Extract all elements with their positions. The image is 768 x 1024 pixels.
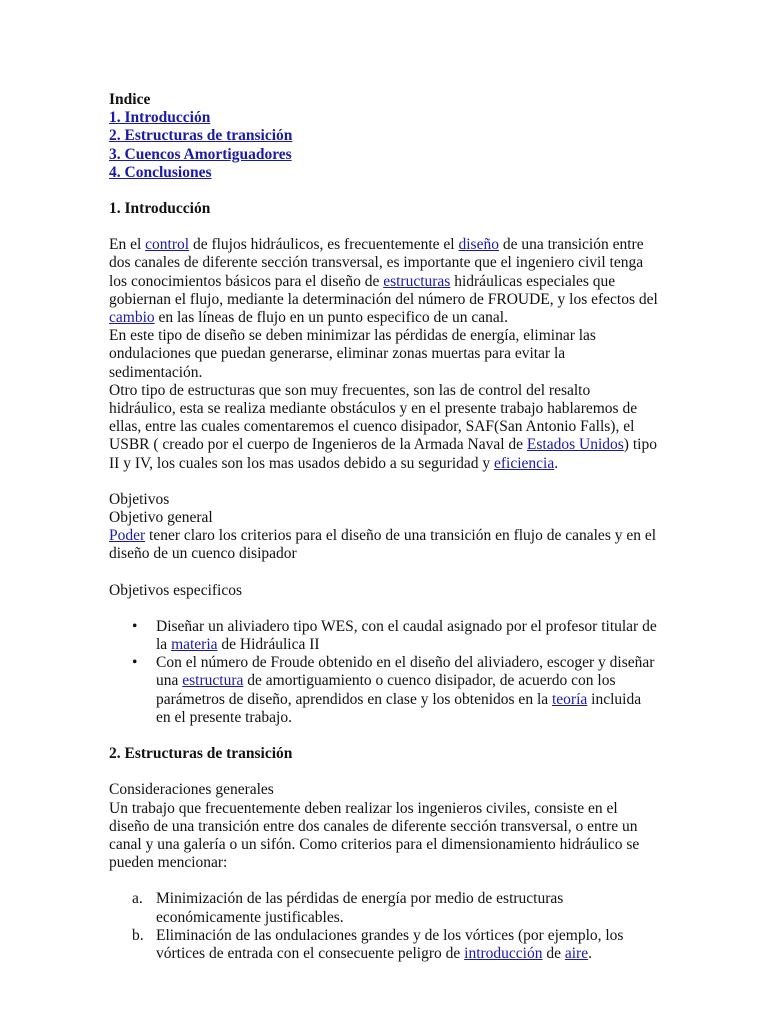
list-item: • Diseñar un aliviadero tipo WES, con el caudal asignado por el profesor titular de la materia de Hidráulica II xyxy=(109,618,659,654)
consideraciones-heading: Consideraciones generales xyxy=(109,781,274,799)
objetivos-heading: Objetivos xyxy=(109,490,170,508)
list-item: b. Eliminación de las ondulaciones grandes y de los vórtices (por ejemplo, los vórtices de entrada con el consecuente peligro de introducción de aire. xyxy=(132,926,624,962)
list-item: a. Minimización de las pérdidas de energía por medio de estructuras económicamente justificables. xyxy=(132,890,564,926)
criterios-list xyxy=(109,890,659,963)
link-poder[interactable]: Poder xyxy=(109,527,146,545)
link-estructuras[interactable]: estructuras xyxy=(383,272,451,290)
objetivos-especificos-heading: Objetivos especificos xyxy=(109,581,243,599)
objetivo-general-heading: Objetivo general xyxy=(109,509,213,527)
objetivo-general-text: Poder tener claro los criterios para el diseño de una transición en flujo de canales y en el diseño de un cuenco disipador xyxy=(109,527,657,563)
toc-link-estructuras[interactable]: 2. Estructuras de transición xyxy=(109,127,293,145)
link-materia[interactable]: materia xyxy=(171,636,218,654)
link-estados-unidos[interactable]: Estados Unidos xyxy=(526,436,624,454)
toc-link-conclusiones[interactable]: 4. Conclusiones xyxy=(109,163,212,181)
intro-paragraph-2: En este tipo de diseño se deben minimizar las pérdidas de energía, eliminar las ondulaciones que puedan generarse, eliminar zonas muertas para evitar la sedimentación. xyxy=(109,327,596,381)
section-heading-introduccion: 1. Introducción xyxy=(109,200,211,218)
link-cambio[interactable]: cambio xyxy=(109,309,155,327)
link-teoria[interactable]: teoría xyxy=(552,690,588,708)
transitions-paragraph-1: Un trabajo que frecuentemente deben realizar los ingenieros civiles, consiste en el diseño de una transición entre dos canales de diferente sección transversal, o entre un canal y una galería o un sifón. Como criterios para el dimensionamiento hidráulico se pueden mencionar: xyxy=(109,799,640,872)
list-item: • Con el número de Froude obtenido en el diseño del aliviadero, escoger y diseñar una estructura de amortiguamiento o cuenco disipador, de acuerdo con los parámetros de diseño, aprendidos en clase y los obtenidos en la teoría incluida en el presente trabajo. xyxy=(109,654,659,727)
link-introduccion[interactable]: introducción xyxy=(464,944,543,962)
link-estructura[interactable]: estructura xyxy=(182,672,244,690)
link-eficiencia[interactable]: eficiencia xyxy=(494,454,555,472)
toc-link-introduccion[interactable]: 1. Introducción xyxy=(109,109,211,127)
link-control[interactable]: control xyxy=(145,236,190,254)
toc-link-cuencos[interactable]: 3. Cuencos Amortiguadores xyxy=(109,145,292,163)
objetivos-list xyxy=(109,618,659,727)
link-diseno[interactable]: diseño xyxy=(458,236,499,254)
section-heading-estructuras: 2. Estructuras de transición xyxy=(109,745,293,763)
index-heading: Indice xyxy=(109,91,151,108)
intro-paragraph-3: Otro tipo de estructuras que son muy frecuentes, son las de control del resalto hidráulico, esta se realiza mediante obstáculos y en el presente trabajo hablaremos de ellas, entre las cuales comentaremos el cuenco disipador, SAF(San Antonio Falls), el USBR ( creado por el cuerpo de Ingenieros de la Armada Naval de Estados Unidos) tipo II y IV, los cuales son los mas usados debido a su seguridad y eficiencia. xyxy=(109,381,657,472)
document-content xyxy=(109,91,659,963)
link-aire[interactable]: aire xyxy=(564,944,589,962)
intro-paragraph-1: En el control de flujos hidráulicos, es frecuentemente el diseño de una transición entre dos canales de diferente sección transversal, es importante que el ingeniero civil tenga los conocimientos básicos para el diseño de estructuras hidráulicas especiales que gobiernan el flujo, mediante la determinación del número de FROUDE, y los efectos del cambio en las líneas de flujo en un punto especifico de un canal. xyxy=(109,236,658,327)
